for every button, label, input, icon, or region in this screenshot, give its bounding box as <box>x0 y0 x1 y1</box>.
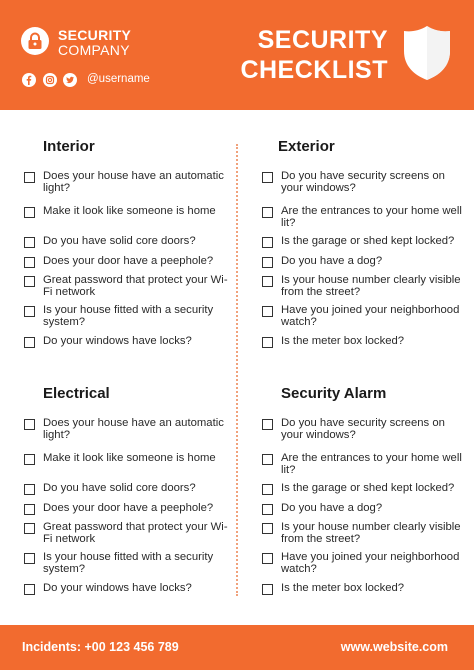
checkbox[interactable] <box>262 484 273 495</box>
checklist-item-label: Do you have security screens on your windows? <box>281 417 445 441</box>
checkbox[interactable] <box>24 276 35 287</box>
checkbox[interactable] <box>262 207 273 218</box>
checklist-item-label: Is your house number clearly visible from the street? <box>281 521 461 545</box>
brand-subtitle: COMPANY <box>58 42 130 58</box>
incidents-phone[interactable]: Incidents: +00 123 456 789 <box>22 640 179 654</box>
section-title: Security Alarm <box>281 385 387 402</box>
checkbox[interactable] <box>24 504 35 515</box>
section-title: Exterior <box>278 138 335 155</box>
checklist-item-label: Does your door have a peephole? <box>43 502 214 514</box>
checkbox[interactable] <box>262 337 273 348</box>
checkbox[interactable] <box>262 172 273 183</box>
checklist-item-label: Is the garage or shed kept locked? <box>281 235 455 247</box>
checklist-item-label: Do you have a dog? <box>281 255 383 267</box>
checkbox[interactable] <box>262 237 273 248</box>
section-electrical <box>24 385 229 594</box>
checkbox[interactable] <box>24 237 35 248</box>
checklist-item-label: Have you joined your neighborhood watch? <box>281 551 460 575</box>
checklist-item-label: Is your house fitted with a security system? <box>43 304 214 328</box>
checklist-item-label: Great password that protect your Wi-Fi network <box>43 274 228 298</box>
checklist-item-label: Does your house have an automatic light? <box>43 170 224 194</box>
checklist-item-label: Make it look like someone is home <box>43 452 216 464</box>
checklist-item-label: Make it look like someone is home <box>43 205 216 217</box>
footer-banner <box>0 625 474 670</box>
checklist-item-label: Do your windows have locks? <box>43 335 192 347</box>
checkbox[interactable] <box>24 419 35 430</box>
checkbox[interactable] <box>262 419 273 430</box>
checklist-item-label: Do you have security screens on your windows? <box>281 170 445 194</box>
checkbox[interactable] <box>24 337 35 348</box>
checkbox[interactable] <box>24 553 35 564</box>
checkbox[interactable] <box>24 172 35 183</box>
section-title: Interior <box>43 138 95 155</box>
checkbox[interactable] <box>24 584 35 595</box>
instagram-icon[interactable] <box>43 73 57 87</box>
checkbox[interactable] <box>24 257 35 268</box>
facebook-icon[interactable] <box>22 73 36 87</box>
section-security-alarm <box>262 385 467 594</box>
checklist-item-label: Is your house fitted with a security system? <box>43 551 214 575</box>
checklist-item-label: Is the garage or shed kept locked? <box>281 482 455 494</box>
checklist-item-label: Are the entrances to your home well lit? <box>281 205 462 229</box>
checklist-item-label: Is the meter box locked? <box>281 335 405 347</box>
shield-icon <box>402 24 452 87</box>
checklist-item-label: Do you have a dog? <box>281 502 383 514</box>
username-handle: @username <box>87 73 150 85</box>
checkbox[interactable] <box>262 257 273 268</box>
twitter-icon[interactable] <box>63 73 77 87</box>
checkbox[interactable] <box>24 484 35 495</box>
checklist-item-label: Does your house have an automatic light? <box>43 417 224 441</box>
checkbox[interactable] <box>24 454 35 465</box>
brand-name: SECURITY <box>58 27 132 43</box>
section-exterior <box>262 138 467 347</box>
section-interior <box>24 138 229 347</box>
checklist-item-label: Do your windows have locks? <box>43 582 192 594</box>
header-banner <box>0 0 474 110</box>
checkbox[interactable] <box>262 584 273 595</box>
checklist-item-label: Great password that protect your Wi-Fi network <box>43 521 228 545</box>
checkbox[interactable] <box>262 454 273 465</box>
checkbox[interactable] <box>262 306 273 317</box>
checklist-item-label: Does your door have a peephole? <box>43 255 214 267</box>
website-link[interactable]: www.website.com <box>340 640 448 654</box>
page-title: SECURITY <box>257 26 388 54</box>
section-title: Electrical <box>43 385 110 402</box>
page-title-line2: CHECKLIST <box>240 56 388 84</box>
checklist-item-label: Are the entrances to your home well lit? <box>281 452 462 476</box>
checkbox[interactable] <box>24 523 35 534</box>
checklist-item-label: Is your house number clearly visible from the street? <box>281 274 461 298</box>
checkbox[interactable] <box>24 306 35 317</box>
checkbox[interactable] <box>262 553 273 564</box>
checklist-item-label: Do you have solid core doors? <box>43 235 196 247</box>
checklist-item-label: Have you joined your neighborhood watch? <box>281 304 460 328</box>
column-divider <box>236 144 238 596</box>
checkbox[interactable] <box>262 523 273 534</box>
checklist-item-label: Do you have solid core doors? <box>43 482 196 494</box>
logo-badge <box>21 27 49 55</box>
checkbox[interactable] <box>262 276 273 287</box>
checkbox[interactable] <box>24 207 35 218</box>
checkbox[interactable] <box>262 504 273 515</box>
checklist-item-label: Is the meter box locked? <box>281 582 405 594</box>
